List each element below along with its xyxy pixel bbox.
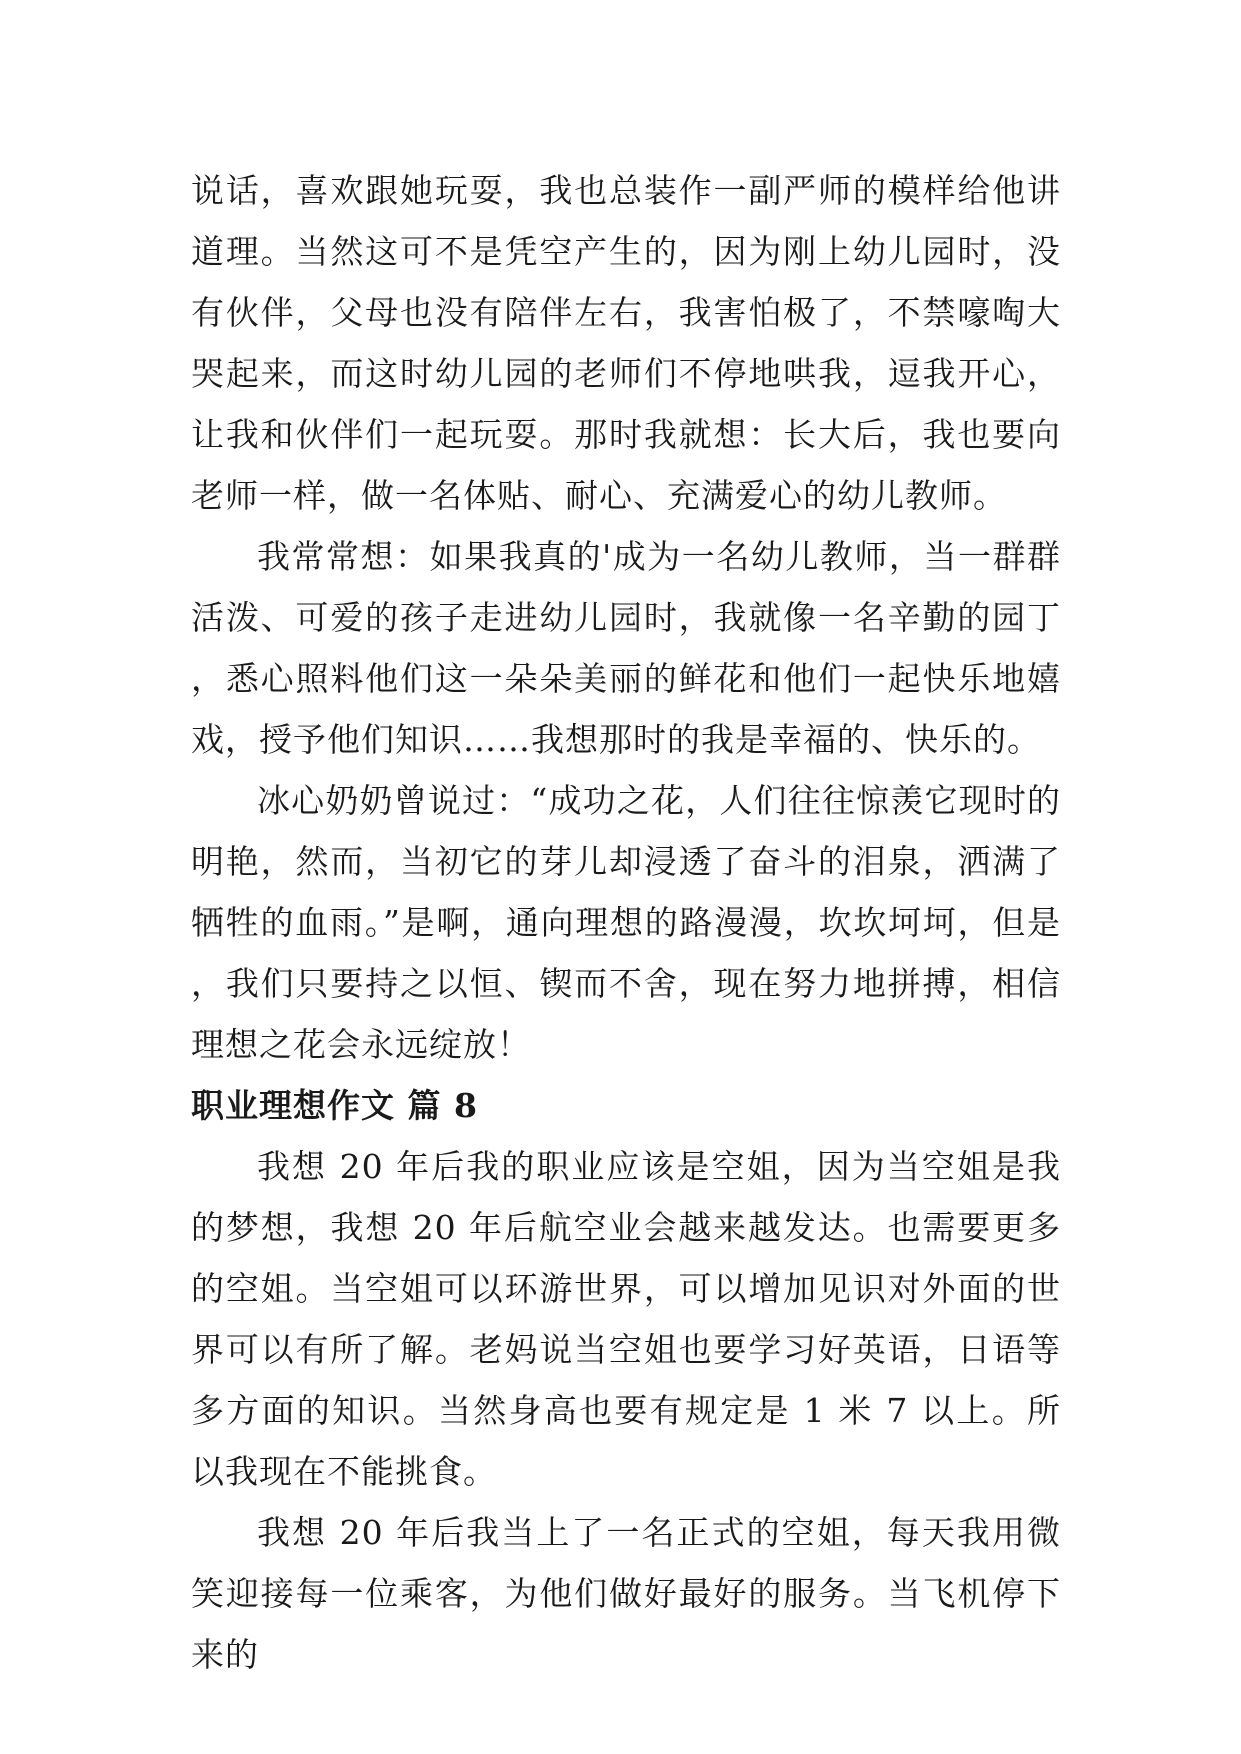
section-heading: 职业理想作文 篇 8 <box>191 1086 478 1125</box>
paragraph-4: 我想 20 年后我的职业应该是空姐，因为当空姐是我的梦想，我想 20 年后航空业会越来越发达。也需要更多的空姐。当空姐可以环游世界，可以增加见识对外面的世界可以有所了解。老妈说当空姐也要学习好英语，日语等多方面的知识。当然身高也要有规定是 1 米 7 以上。所以我现在不能挑食。 <box>191 1147 1061 1491</box>
paragraph-1: 说话，喜欢跟她玩耍，我也总装作一副严师的模样给他讲道理。当然这可不是凭空产生的，因为刚上幼儿园时，没有伙伴，父母也没有陪伴左右，我害怕极了，不禁嚎啕大哭起来，而这时幼儿园的老师们不停地哄我，逗我开心，让我和伙伴们一起玩耍。那时我就想：长大后，我也要向老师一样，做一名体贴、耐心、充满爱心的幼儿教师。 <box>191 171 1061 515</box>
paragraph-5: 我想 20 年后我当上了一名正式的空姐，每天我用微笑迎接每一位乘客，为他们做好最好的服务。当飞机停下来的 <box>191 1513 1061 1674</box>
document-body <box>191 160 1061 1685</box>
paragraph-3: 冰心奶奶曾说过：“成功之花，人们往往惊羡它现时的明艳，然而，当初它的芽儿却浸透了奋斗的泪泉，洒满了牺牲的血雨。”是啊，通向理想的路漫漫，坎坎坷坷，但是，我们只要持之以恒、锲而不舍，现在努力地拼搏，相信理想之花会永远绽放！ <box>191 781 1061 1064</box>
paragraph-2: 我常常想：如果我真的'成为一名幼儿教师，当一群群活泼、可爱的孩子走进幼儿园时，我就像一名辛勤的园丁，悉心照料他们这一朵朵美丽的鲜花和他们一起快乐地嬉戏，授予他们知识……我想那时的我是幸福的、快乐的。 <box>191 537 1061 759</box>
